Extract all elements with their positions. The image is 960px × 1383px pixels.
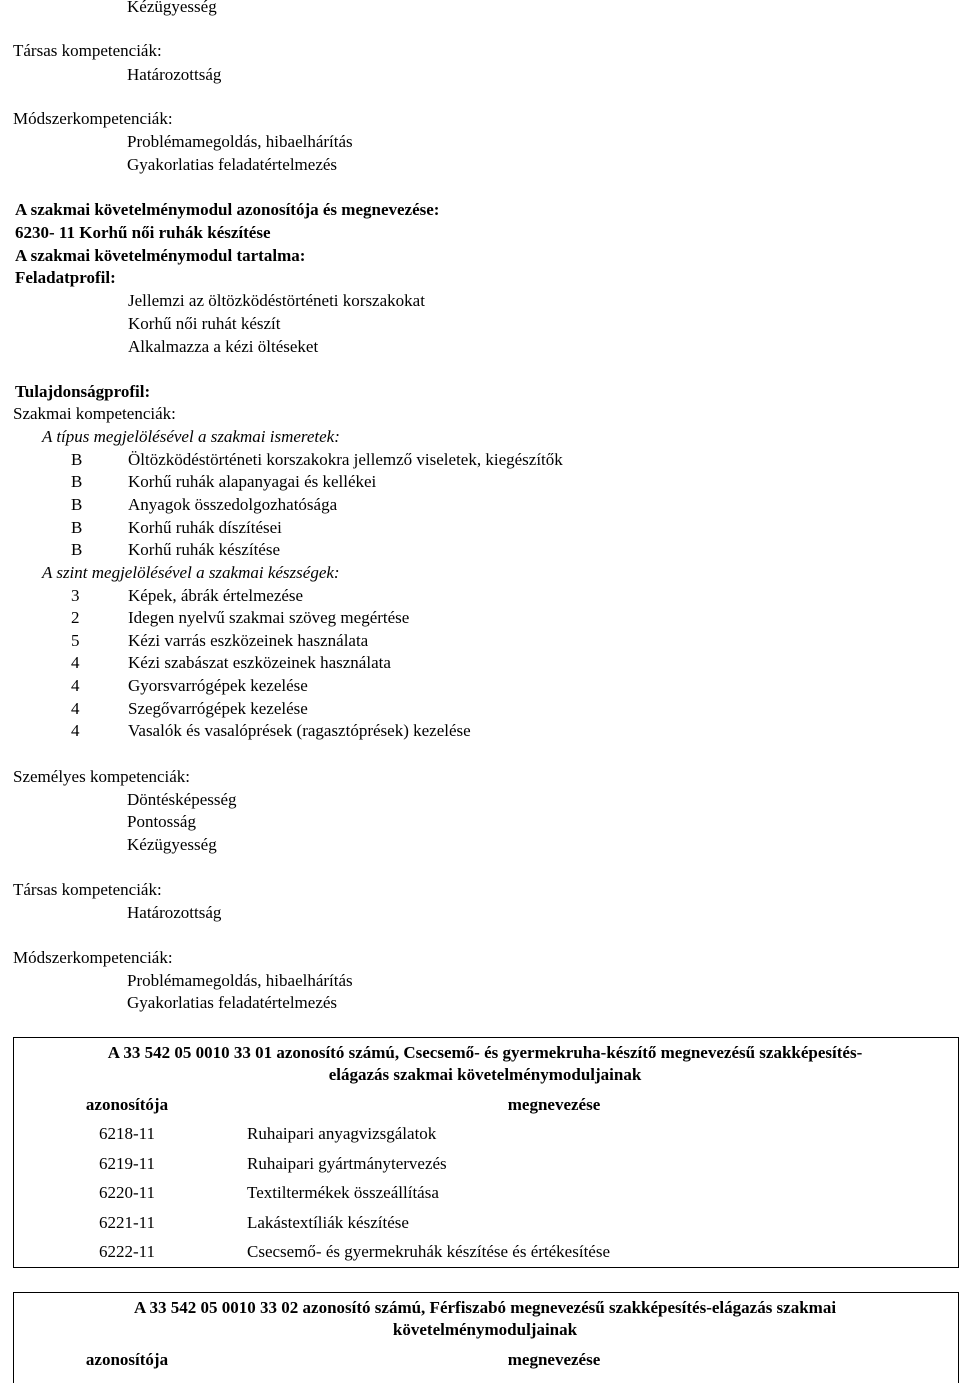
tarsas-item: Határozottság (127, 903, 222, 922)
table-title-line: A 33 542 05 0010 33 02 azonosító számú, Férfiszabó megnevezésű szakképesítés-elágazás szakmai (133, 1298, 837, 1317)
modszer-item: Problémamegoldás, hibaelhárítás (127, 971, 353, 990)
ismeret-text: Korhű ruhák alapanyagai és kellékei (128, 472, 377, 491)
module-code: 6219-11 (98, 1153, 156, 1173)
table-row (13, 1149, 957, 1179)
table-title (13, 1293, 957, 1345)
modszer-label: Módszerkompetenciák: (13, 109, 173, 128)
level: B (71, 450, 83, 469)
module-code: 6221-11 (98, 1212, 156, 1232)
module-name: Csecsemő- és gyermekruhák készítése és értékesítése (247, 1242, 610, 1262)
tulajdonsagprofil-label: Tulajdonságprofil: (15, 382, 151, 401)
module-code: 6218-11 (98, 1124, 156, 1144)
keszseg-text: Szegővarrógépek kezelése (128, 699, 308, 718)
modules-table-2 (13, 1293, 957, 1375)
feladat-item: Korhű női ruhát készít (128, 314, 281, 333)
level: B (71, 472, 83, 491)
module-name: Textiltermékek összeállítása (247, 1183, 439, 1203)
table-row (13, 1120, 957, 1150)
ismeret-text: Öltözködéstörténeti korszakokra jellemző viseletek, kiegészítők (128, 450, 563, 469)
keszseg-text: Kézi szabászat eszközeinek használata (128, 653, 391, 672)
table-row (13, 1179, 957, 1209)
table-title-line: elágazás szakmai követelménymoduljainak (328, 1065, 642, 1084)
module-id-value: 6230- 11 Korhű női ruhák készítése (15, 223, 271, 242)
col-header-name: megnevezése (507, 1349, 601, 1369)
feladat-item: Jellemzi az öltözködéstörténeti korszakokat (128, 291, 425, 310)
tarsas-item: Határozottság (127, 65, 222, 84)
ismeret-text: Korhű ruhák készítése (128, 540, 281, 559)
table-header-row (13, 1345, 957, 1375)
module-code: 6222-11 (98, 1242, 156, 1262)
szemelyes-item: Kézügyesség (127, 835, 217, 854)
module-code: 6220-11 (98, 1183, 156, 1203)
level: B (71, 540, 83, 559)
level: B (71, 495, 83, 514)
modszer-label: Módszerkompetenciák: (13, 948, 173, 967)
tipus-label: A típus megjelölésével a szakmai ismeretek: (42, 427, 340, 446)
keszseg-text: Képek, ábrák értelmezése (128, 586, 304, 605)
tarsas-label: Társas kompetenciák: (13, 41, 162, 60)
tarsas-label: Társas kompetenciák: (13, 880, 162, 899)
keszseg-text: Kézi varrás eszközeinek használata (128, 631, 369, 650)
level: 5 (71, 631, 80, 650)
table-header-row (13, 1090, 957, 1120)
level: 4 (71, 676, 80, 695)
ismeret-text: Korhű ruhák díszítései (128, 518, 282, 537)
feladatprofil-label: Feladatprofil: (15, 268, 116, 287)
col-header-name: megnevezése (507, 1094, 601, 1114)
module-name: Ruhaipari gyártmánytervezés (247, 1153, 447, 1173)
szemelyes-item: Döntésképesség (127, 790, 237, 809)
level: 4 (71, 721, 80, 740)
modszer-item: Gyakorlatias feladatértelmezés (127, 993, 338, 1012)
module-content-label: A szakmai követelménymodul tartalma: (15, 246, 306, 265)
modszer-item: Problémamegoldás, hibaelhárítás (127, 132, 353, 151)
col-header-id: azonosítója (85, 1094, 169, 1114)
szemelyes-item: Pontosság (127, 812, 196, 831)
modules-table-1 (13, 1038, 957, 1268)
level: B (71, 518, 83, 537)
module-name: Lakástextíliák készítése (247, 1212, 409, 1232)
keszseg-text: Idegen nyelvű szakmai szöveg megértése (128, 608, 410, 627)
level: 2 (71, 608, 80, 627)
level: 4 (71, 653, 80, 672)
modszer-item: Gyakorlatias feladatértelmezés (127, 155, 338, 174)
table-title-line: követelménymoduljainak (392, 1320, 578, 1339)
table-row (13, 1238, 957, 1268)
table-title (13, 1038, 957, 1090)
ismeret-text: Anyagok összedolgozhatósága (128, 495, 338, 514)
szemelyes-label: Személyes kompetenciák: (13, 767, 191, 786)
szakmai-kompetenciak-label: Szakmai kompetenciák: (13, 404, 176, 423)
level: 3 (71, 586, 80, 605)
col-header-id: azonosítója (85, 1349, 169, 1369)
kezugyesseg-item: Kézügyesség (127, 0, 217, 16)
keszseg-text: Gyorsvarrógépek kezelése (128, 676, 308, 695)
table-title-line: A 33 542 05 0010 33 01 azonosító számú, Csecsemő- és gyermekruha-készítő megnevezésű szakképesítés- (107, 1043, 863, 1062)
module-name: Ruhaipari anyagvizsgálatok (247, 1124, 437, 1144)
szint-label: A szint megjelölésével a szakmai készségek: (42, 563, 340, 582)
keszseg-text: Vasalók és vasalóprések (ragasztóprések) kezelése (128, 721, 471, 740)
table-row (13, 1208, 957, 1238)
feladat-item: Alkalmazza a kézi öltéseket (128, 337, 319, 356)
level: 4 (71, 699, 80, 718)
module-id-label: A szakmai követelménymodul azonosítója és megnevezése: (15, 200, 440, 219)
